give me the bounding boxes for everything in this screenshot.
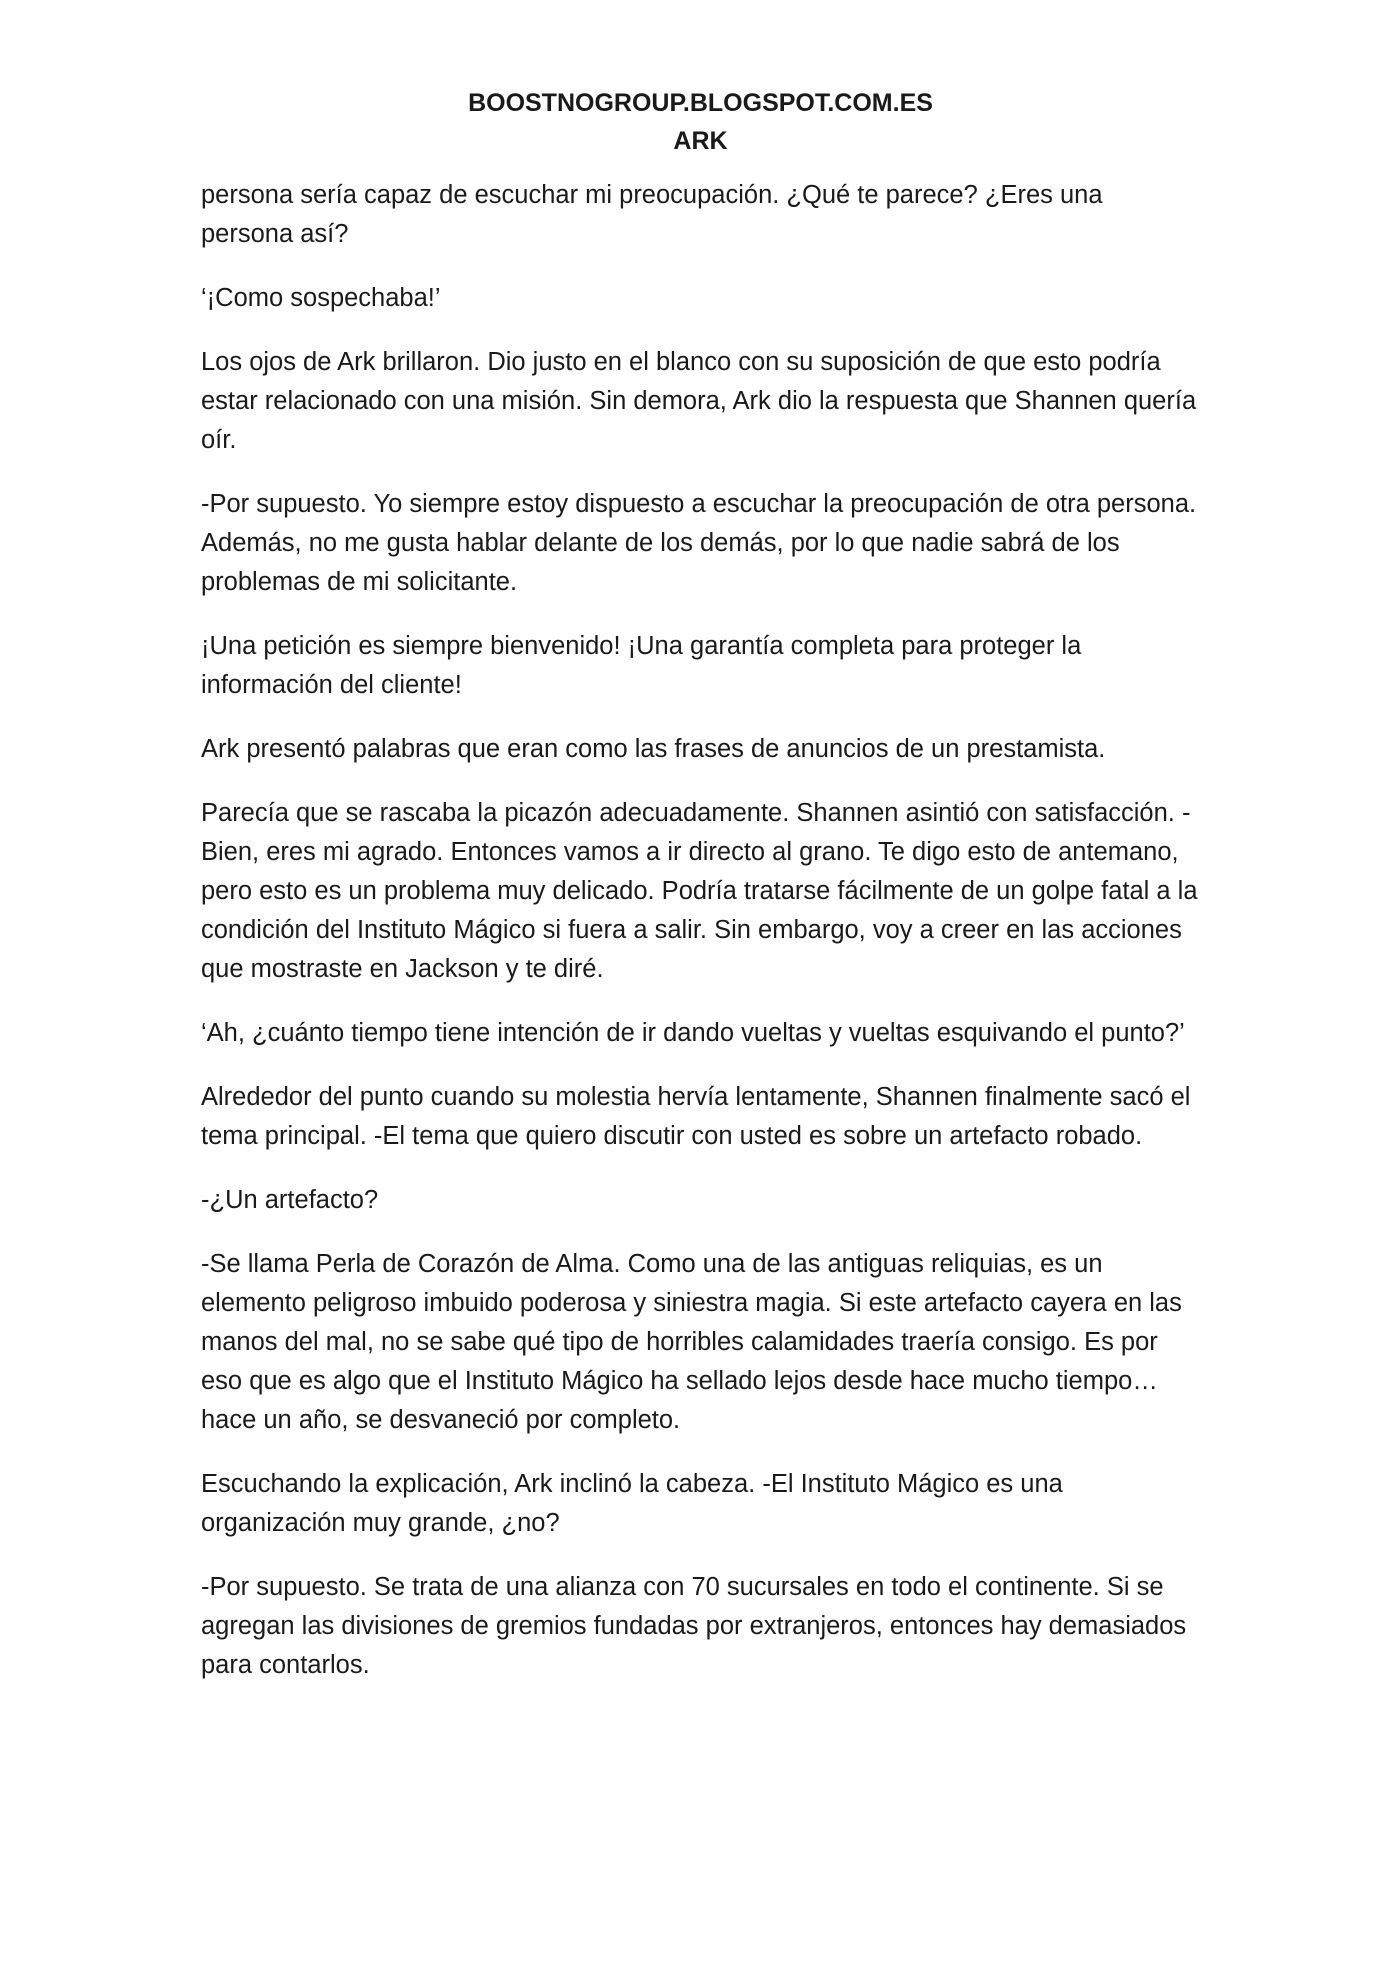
paragraph: ‘Ah, ¿cuánto tiempo tiene intención de ir dando vueltas y vueltas esquivando el punto?’ <box>201 1019 1185 1047</box>
paragraph: -Por supuesto. Yo siempre estoy dispuesto a escuchar la preocupación de otra persona. Además, no me gusta hablar delante de los demás, por lo que nadie sabrá de los problemas de mi solicitante. <box>201 490 1197 596</box>
paragraph: Alrededor del punto cuando su molestia hervía lentamente, Shannen finalmente sacó el tema principal. -El tema que quiero discutir con usted es sobre un artefacto robado. <box>201 1083 1191 1150</box>
document-body <box>201 176 1200 1685</box>
header-title: ARK <box>673 127 728 155</box>
paragraph: Parecía que se rascaba la picazón adecuadamente. Shannen asintió con satisfacción. -Bien, eres mi agrado. Entonces vamos a ir directo al grano. Te digo esto de antemano, pero esto es un problema muy delicado. Podría tratarse fácilmente de un golpe fatal a la condición del Instituto Mágico si fuera a salir. Sin embargo, voy a creer en las acciones que mostraste en Jackson y te diré. <box>201 799 1198 983</box>
paragraph: -Se llama Perla de Corazón de Alma. Como una de las antiguas reliquias, es un elemento peligroso imbuido poderosa y siniestra magia. Si este artefacto cayera en las manos del mal, no se sabe qué tipo de horribles calamidades traería consigo. Es por eso que es algo que el Instituto Mágico ha sellado lejos desde hace mucho tiempo… hace un año, se desvaneció por completo. <box>201 1250 1182 1434</box>
header-site: BOOSTNOGROUP.BLOGSPOT.COM.ES <box>468 89 933 117</box>
paragraph: Los ojos de Ark brillaron. Dio justo en el blanco con su suposición de que esto podría estar relacionado con una misión. Sin demora, Ark dio la respuesta que Shannen quería oír. <box>201 348 1197 454</box>
paragraph: Ark presentó palabras que eran como las frases de anuncios de un prestamista. <box>201 735 1106 763</box>
paragraph: persona sería capaz de escuchar mi preocupación. ¿Qué te parece? ¿Eres una persona así? <box>201 181 1103 248</box>
paragraph: -¿Un artefacto? <box>201 1186 379 1214</box>
page-header <box>201 84 1200 160</box>
paragraph: -Por supuesto. Se trata de una alianza con 70 sucursales en todo el continente. Si se agregan las divisiones de gremios fundadas por extranjeros, entonces hay demasiados para contarlos. <box>201 1573 1187 1679</box>
paragraph: ‘¡Como sospechaba!’ <box>201 284 441 312</box>
paragraph: ¡Una petición es siempre bienvenido! ¡Una garantía completa para proteger la información del cliente! <box>201 632 1082 699</box>
paragraph: Escuchando la explicación, Ark inclinó la cabeza. -El Instituto Mágico es una organización muy grande, ¿no? <box>201 1470 1063 1537</box>
